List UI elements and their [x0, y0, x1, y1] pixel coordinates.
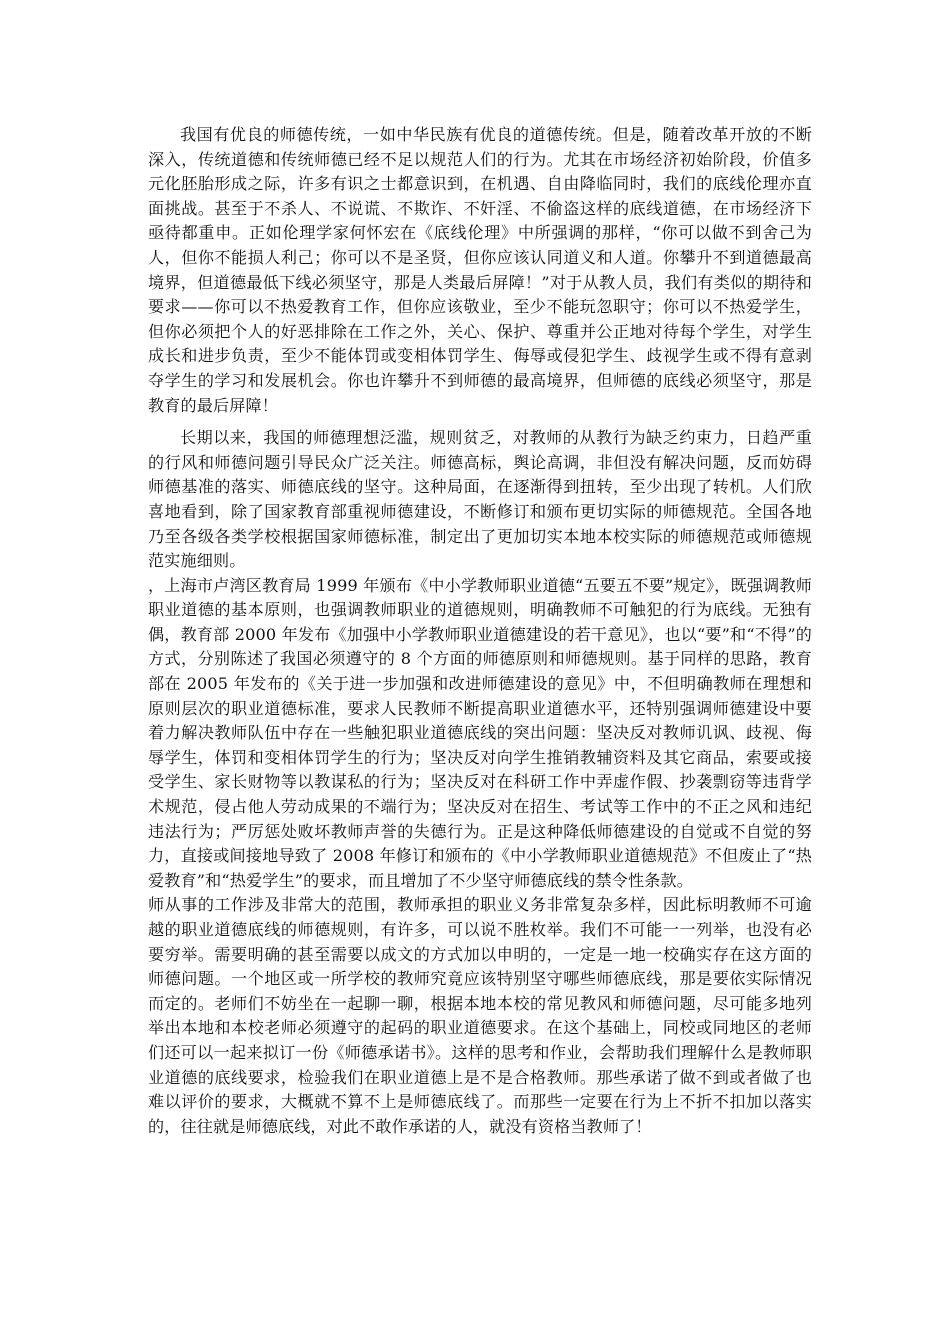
paragraph-4: 师从事的工作涉及非常大的范围，教师承担的职业义务非常复杂多样，因此标明教师不可逾越的职业道德底线的师德规则，有许多，可以说不胜枚举。我们不可能一一列举，也没有必要穷举。需要明确的甚至需要以成文的方式加以申明的，一定是一地一校确实存在这方面的师德问题。一个地区或一所学校的教师究竟应该特别坚守哪些师德底线，那是要依实际情况而定的。老师们不妨坐在一起聊一聊，根据本地本校的常见教风和师德问题，尽可能多地列举出本地和本校老师必须遵守的起码的职业道德要求。在这个基础上，同校或同地区的老师们还可以一起来拟订一份《师德承诺书》。这样的思考和作业，会帮助我们理解什么是教师职业道德的底线要求，检验我们在职业道德上是不是合格教师。那些承诺了做不到或者做了也难以评价的要求，大概就不算不上是师德底线了。而那些一定要在行为上不折不扣加以落实的，往往就是师德底线，对此不敢作承诺的人，就没有资格当教师了！: [148, 895, 812, 1136]
paragraph-1: 我国有优良的师德传统，一如中华民族有优良的道德传统。但是，随着改革开放的不断深入，传统道德和传统师德已经不足以规范人们的行为。尤其在市场经济初始阶段，价值多元化胚胎形成之际，许多有识之士都意识到，在机遇、自由降临同时，我们的底线伦理亦直面挑战。甚至于不杀人、不说谎、不欺诈、不奸淫、不偷盗这样的底线道德，在市场经济下亟待都重申。正如伦理学家何怀宏在《底线伦理》中所强调的那样，“你可以做不到舍己为人，但你不能损人利己；你可以不是圣贤，但你应该认同道义和人道。你攀升不到道德最高境界，但道德最低下线必须坚守，那是人类最后屏障！”对于从教人员，我们有类似的期待和要求——你可以不热爱教育工作，但你应该敬业，至少不能玩忽职守；你可以不热爱学生，但你必须把个人的好恶排除在工作之外，关心、保护、尊重并公正地对待每个学生，对学生成长和进步负责，至少不能体罚或变相体罚学生、侮辱或侵犯学生、歧视学生或不得有意剥夺学生的学习和发展机会。你也许攀升不到师德的最高境界，但师德的底线必须坚守，那是教育的最后屏障！: [148, 125, 812, 415]
document-body: [148, 123, 812, 1139]
paragraph-3: ，上海市卢湾区教育局 1999 年颁布《中小学教师职业道德“五要五不要”规定》，既强调教师职业道德的基本原则，也强调教师职业的道德规则，明确教师不可触犯的行为底线。无独有偶，教育部 2000 年发布《加强中小学教师职业道德建设的若干意见》，也以“要”和“不得”的方式，分别陈述了我国必须遵守的 8 个方面的师德原则和师德规则。基于同样的思路，教育部在 2005 年发布的《关于进一步加强和改进师德建设的意见》中，不但明确教师在理想和原则层次的职业道德标准，要求人民教师不断提高职业道德水平，还特别强调师德建设中要着力解决教师队伍中存在一些触犯职业道德底线的突出问题：坚决反对教师讥讽、歧视、侮辱学生，体罚和变相体罚学生的行为；坚决反对向学生推销教辅资料及其它商品，索要或接受学生、家长财物等以教谋私的行为；坚决反对在科研工作中弄虚作假、抄袭剽窃等违背学术规范，侵占他人劳动成果的不端行为；坚决反对在招生、考试等工作中的不正之风和违纪违法行为；严厉惩处败坏教师声誉的失德行为。正是这种降低师德建设的自觉或不自觉的努力，直接或间接地导致了 2008 年修订和颁布的《中小学教师职业道德规范》不但废止了“热爱教育”和“热爱学生”的要求，而且增加了不少坚守师德底线的禁令性条款。: [148, 575, 812, 890]
paragraph-2: 长期以来，我国的师德理想泛滥，规则贫乏，对教师的从教行为缺乏约束力，日趋严重的行风和师德问题引导民众广泛关注。师德高标，舆论高调，非但没有解决问题，反而妨碍师德基准的落实、师德底线的坚守。这种局面，在逐渐得到扭转，至少出现了转机。人们欣喜地看到，除了国家教育部重视师德建设，不断修订和颁布更切实际的师德规范。全国各地乃至各级各类学校根据国家师德标准，制定出了更加切实本地本校实际的师德规范或师德规范实施细则。: [148, 428, 812, 571]
